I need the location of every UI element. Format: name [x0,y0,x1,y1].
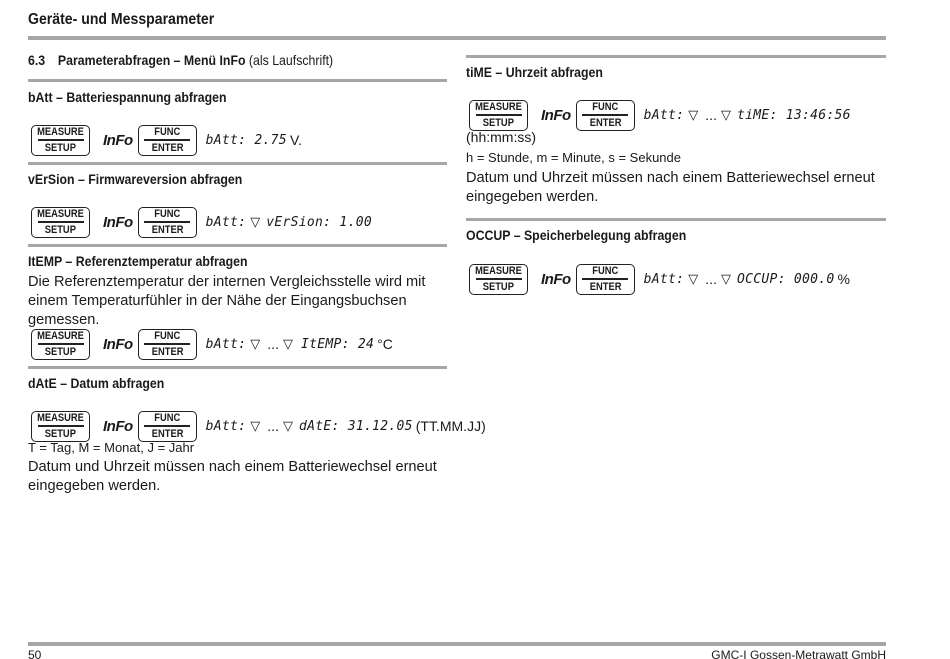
divider [28,366,447,369]
func-enter-key[interactable]: FUNC ENTER [576,264,635,295]
occup-unit: % [837,271,850,287]
scroll-triangle-icon: ▽ [720,271,731,287]
section-note: (als Laufschrift) [248,52,334,68]
scroll-triangle-icon: ▽ [720,107,731,123]
occup-display-prefix: bAtt: [643,271,685,287]
temp-key-sequence [31,328,393,360]
time-legend: h = Stunde, m = Minute, s = Sekunde [466,150,681,165]
date-key-sequence [31,410,486,442]
scroll-triangle-icon: ▽ [282,418,293,434]
version-display-value: vErSion: 1.00 [266,214,372,230]
measure-setup-key[interactable]: MEASURE SETUP [31,125,90,156]
version-key-sequence [31,206,372,238]
date-display-value: dAtE: 31.12.05 [298,418,413,434]
batt-unit: V. [289,132,302,148]
occup-key-sequence [469,263,850,295]
info-display-text: InFo [541,270,571,288]
info-display-text: InFo [103,335,133,353]
info-display-text: InFo [541,106,571,124]
temp-description: Die Referenztemperatur der internen Vergleichsstelle wird mit einem Temperaturfühler in der Nähe der Eingangsbuchsen gemessen. [28,274,426,328]
temp-display-prefix: bAtt: [205,336,247,352]
time-display-prefix: bAtt: [643,107,685,123]
batt-display-value: bAtt: 2.75 [205,132,287,148]
divider [466,218,886,221]
temp-unit: °C [377,336,393,352]
measure-setup-key[interactable]: MEASURE SETUP [469,264,528,295]
section-heading [28,52,333,68]
func-enter-key[interactable]: FUNC ENTER [576,100,635,131]
version-display-prefix: bAtt: [205,214,247,230]
header-rule [28,36,886,40]
divider [28,244,447,247]
date-legend: T = Tag, M = Monat, J = Jahr [28,440,195,455]
func-enter-key[interactable]: FUNC ENTER [138,125,197,156]
measure-setup-key[interactable]: MEASURE SETUP [31,329,90,360]
time-format: (hh:mm:ss) [466,129,536,145]
page-number: 50 [28,648,42,659]
info-display-text: InFo [103,417,133,435]
occup-display-value: OCCUP: 000.0 [736,271,835,287]
ellipsis: ... [267,336,279,352]
ellipsis: ... [705,107,717,123]
date-heading: dAtE – Datum abfragen [28,375,165,391]
measure-setup-key[interactable]: MEASURE SETUP [31,411,90,442]
scroll-triangle-icon: ▽ [282,336,293,352]
func-enter-key[interactable]: FUNC ENTER [138,329,197,360]
occup-heading: OCCUP – Speicherbelegung abfragen [466,227,687,243]
scroll-triangle-icon: ▽ [688,107,699,123]
date-display-prefix: bAtt: [205,418,247,434]
divider [28,162,447,165]
info-display-text: InFo [103,131,133,149]
divider [466,55,886,58]
ellipsis: ... [705,271,717,287]
time-display-value: tiME: 13:46:56 [736,107,851,123]
batt-key-sequence [31,124,302,156]
temp-heading: ItEMP – Referenztemperatur abfragen [28,253,248,269]
time-heading: tiME – Uhrzeit abfragen [466,64,603,80]
page-title: Geräte- und Messparameter [28,11,215,28]
temp-display-value: ItEMP: 24 [300,336,375,352]
batt-heading: bAtt – Batteriespannung abfragen [28,89,227,105]
measure-setup-key[interactable]: MEASURE SETUP [469,100,528,131]
measure-setup-key[interactable]: MEASURE SETUP [31,207,90,238]
date-note: Datum und Uhrzeit müssen nach einem Batteriewechsel erneut eingegeben werden. [28,459,437,494]
info-display-text: InFo [103,213,133,231]
time-key-sequence [469,99,851,131]
divider [28,79,447,82]
func-enter-key[interactable]: FUNC ENTER [138,411,197,442]
scroll-triangle-icon: ▽ [250,336,261,352]
date-format: (TT.MM.JJ) [415,418,486,434]
section-number: 6.3 [28,52,46,68]
scroll-triangle-icon: ▽ [688,271,699,287]
time-note: Datum und Uhrzeit müssen nach einem Batteriewechsel erneut eingegeben werden. [466,170,875,205]
scroll-triangle-icon: ▽ [250,418,261,434]
section-title: Parameterabfragen – Menü InFo [57,52,246,68]
scroll-triangle-icon: ▽ [250,214,261,230]
version-heading: vErSion – Firmwareversion abfragen [28,171,243,187]
company-name: GMC-I Gossen-Metrawatt GmbH [711,648,886,659]
ellipsis: ... [267,418,279,434]
footer-rule [28,642,886,646]
func-enter-key[interactable]: FUNC ENTER [138,207,197,238]
